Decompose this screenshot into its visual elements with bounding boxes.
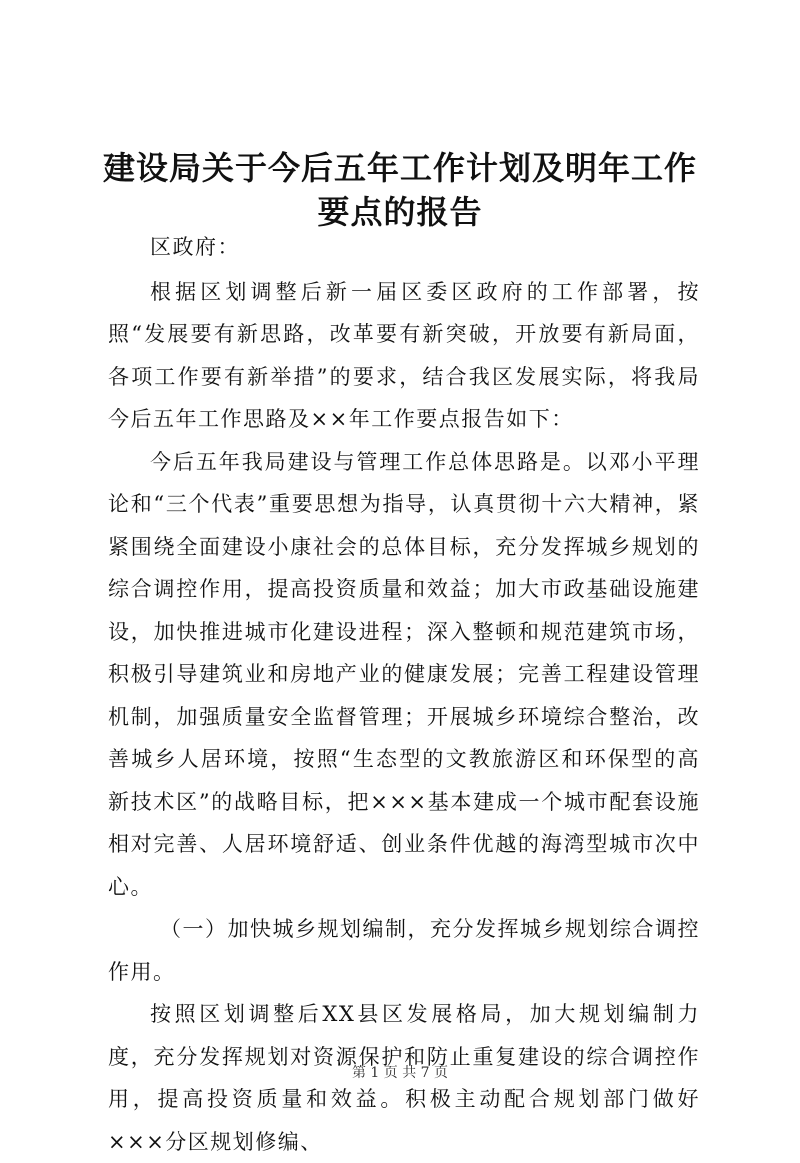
page-footer: 第 1 页 共 7 页 [351, 1065, 449, 1081]
document-title: 建设局关于今后五年工作计划及明年工作要点的报告 [102, 149, 697, 231]
paragraph-overall-plan: 今后五年我局建设与管理工作总体思路是。以邓小平理论和“三个代表”重要思想为指导，认真贯彻十六大精神，紧紧围绕全面建设小康社会的总体目标，充分发挥城乡规划的综合调控作用，提高投资质量和效益；加大市政基础设施建设，加快推进城市化建设进程；深入整顿和规范建筑市场，积极引导建筑业和房地产业的健康发展；完善工程建设管理机制，加强质量安全监督管理；开展城乡环境综合整治，改善城乡人居环境，按照“生态型的文教旅游区和环保型的高新技术区”的战略目标，把×××基本建成一个城市配套设施相对完善、人居环境舒适、创业条件优越的海湾型城市次中心。 [108, 449, 700, 899]
paragraph-section-1: 按照区划调整后XX县区发展格局，加大规划编制力度，充分发挥规划对资源保护和防止重复建设的综合调控作用，提高投资质量和效益。积极主动配合规划部门做好×××分区规划修编、 [108, 1002, 700, 1154]
paragraph-intro: 根据区划调整后新一届区委区政府的工作部署，按照“发展要有新思路，改革要有新突破，开放要有新局面，各项工作要有新举措”的要求，结合我区发展实际，将我局今后五年工作思路及××年工作要点报告如下： [108, 279, 700, 431]
section-heading-1: （一）加快城乡规划编制，充分发挥城乡规划综合调控作用。 [108, 917, 700, 984]
document-body [108, 226, 700, 1163]
salutation: 区政府： [150, 235, 240, 259]
